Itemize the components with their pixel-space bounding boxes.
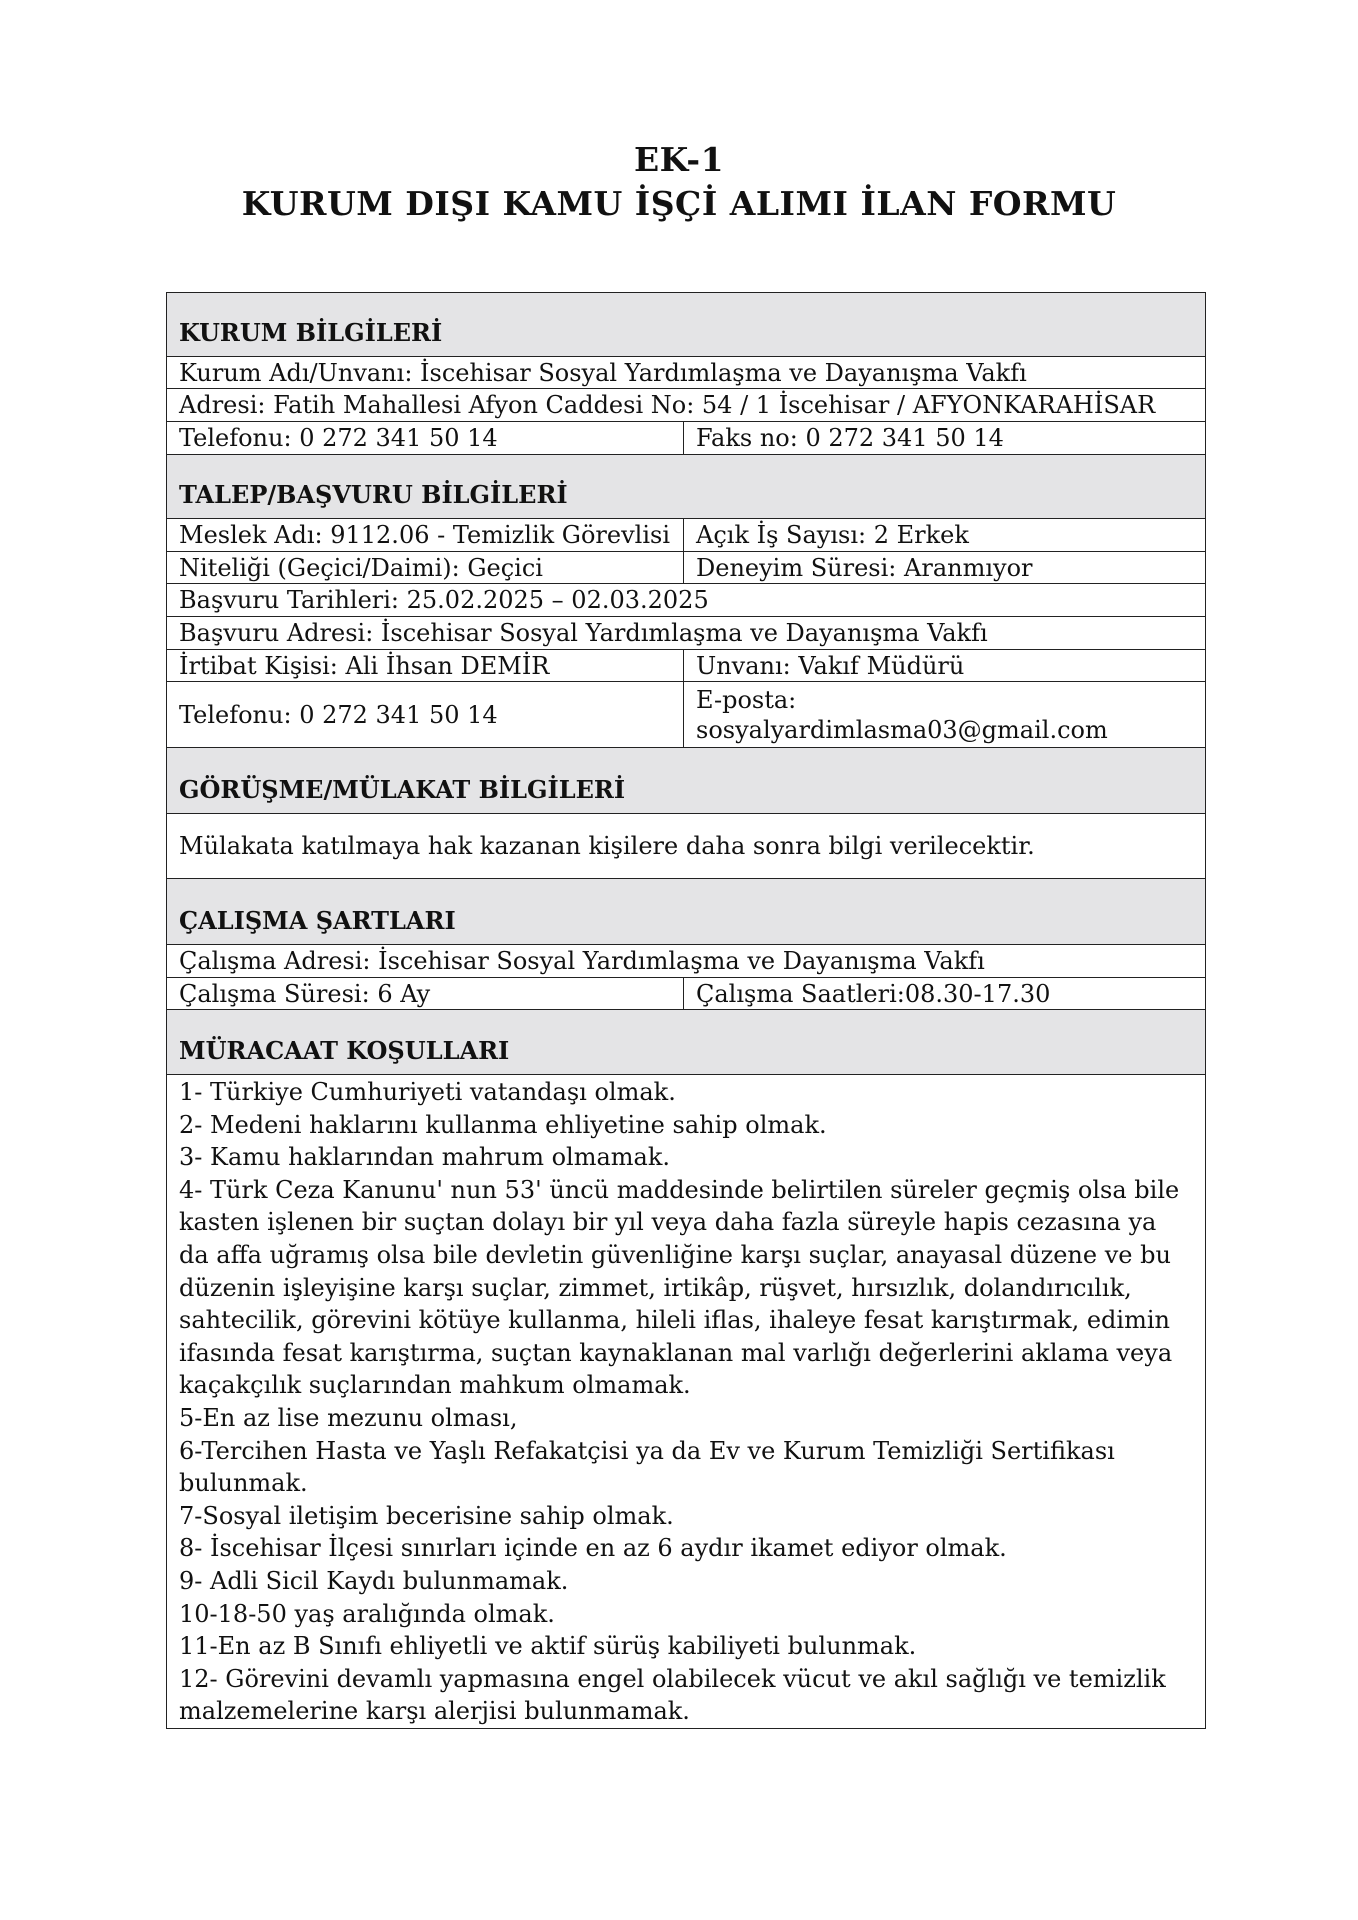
- contact-email-cell: [684, 682, 1206, 748]
- requirement-item: 10-18-50 yaş aralığında olmak.: [179, 1599, 555, 1628]
- section-institution: KURUM BİLGİLERİ: [167, 293, 1206, 357]
- announcement-form: [166, 292, 1206, 1729]
- open-positions: Açık İş Sayısı: 2 Erkek: [684, 519, 1206, 552]
- requirement-item: 12- Görevini devamlı yapmasına engel olabilecek vücut ve akıl sağlığı ve temizlik malzemelerine karşı alerjisi bulunmamak.: [179, 1664, 1166, 1726]
- contact-phone: Telefonu: 0 272 341 50 14: [167, 682, 684, 748]
- occupation-name: Meslek Adı: 9112.06 - Temizlik Görevlisi: [167, 519, 684, 552]
- section-working-conditions: ÇALIŞMA ŞARTLARI: [167, 879, 1206, 945]
- section-interview: GÖRÜŞME/MÜLAKAT BİLGİLERİ: [167, 748, 1206, 814]
- requirement-item: 11-En az B Sınıfı ehliyetli ve aktif sürüş kabiliyeti bulunmak.: [179, 1632, 917, 1661]
- interview-info: Mülakata katılmaya hak kazanan kişilere daha sonra bilgi verilecektir.: [167, 814, 1206, 879]
- institution-phone: Telefonu: 0 272 341 50 14: [167, 422, 684, 455]
- institution-fax: Faks no: 0 272 341 50 14: [684, 422, 1206, 455]
- document-title: KURUM DIŞI KAMU İŞÇİ ALIMI İLAN FORMU: [241, 184, 1117, 223]
- requirement-item: 3- Kamu haklarından mahrum olmamak.: [179, 1143, 671, 1172]
- institution-address: Adresi: Fatih Mahallesi Afyon Caddesi No: 54 / 1 İscehisar / AFYONKARAHİSAR: [167, 389, 1206, 422]
- work-duration: Çalışma Süresi: 6 Ay: [167, 978, 684, 1010]
- section-requirements: MÜRACAAT KOŞULLARI: [167, 1010, 1206, 1075]
- institution-name: Kurum Adı/Unvanı: İscehisar Sosyal Yardımlaşma ve Dayanışma Vakfı: [167, 357, 1206, 389]
- requirement-item: 9- Adli Sicil Kaydı bulunmamak.: [179, 1566, 569, 1595]
- requirement-item: 8- İscehisar İlçesi sınırları içinde en az 6 aydır ikamet ediyor olmak.: [179, 1534, 1007, 1563]
- email-label: E-posta:: [696, 685, 797, 714]
- requirement-item: 7-Sosyal iletişim becerisine sahip olmak.: [179, 1501, 674, 1530]
- work-hours: Çalışma Saatleri:08.30-17.30: [684, 978, 1206, 1010]
- requirement-item: 2- Medeni haklarını kullanma ehliyetine sahip olmak.: [179, 1110, 827, 1139]
- requirement-item: 1- Türkiye Cumhuriyeti vatandaşı olmak.: [179, 1078, 676, 1106]
- experience-period: Deneyim Süresi: Aranmıyor: [684, 552, 1206, 584]
- section-application: TALEP/BAŞVURU BİLGİLERİ: [167, 455, 1206, 519]
- work-address: Çalışma Adresi: İscehisar Sosyal Yardımlaşma ve Dayanışma Vakfı: [167, 945, 1206, 978]
- application-dates: Başvuru Tarihleri: 25.02.2025 – 02.03.2025: [167, 584, 1206, 617]
- email-address: sosyalyardimlasma03@gmail.com: [696, 715, 1108, 744]
- requirements-list: [167, 1075, 1206, 1729]
- application-address: Başvuru Adresi: İscehisar Sosyal Yardımlaşma ve Dayanışma Vakfı: [167, 617, 1206, 650]
- requirement-item: 5-En az lise mezunu olması,: [179, 1403, 518, 1432]
- requirement-item: 4- Türk Ceza Kanunu' nun 53' üncü maddesinde belirtilen süreler geçmiş olsa bile kasten işlenen bir suçtan dolayı bir yıl veya daha fazla süreyle hapis cezasına ya da affa uğramış olsa bile devletin güvenliğine karşı suçlar, anayasal düzene ve bu düzenin işleyişine karşı suçlar, zimmet, irtikâp, rüşvet, hırsızlık, dolandırıcılık, sahtecilik, görevini kötüye kullanma, hileli iflas, ihaleye fesat karıştırmak, edimin ifasında fesat karıştırma, suçtan kaynaklanan mal varlığı değerlerini aklama veya kaçakçılık suçlarından mahkum olmamak.: [179, 1175, 1180, 1400]
- requirement-item: 6-Tercihen Hasta ve Yaşlı Refakatçisi ya da Ev ve Kurum Temizliği Sertifikası bulunmak.: [179, 1436, 1115, 1498]
- contact-title: Unvanı: Vakıf Müdürü: [684, 650, 1206, 682]
- contact-person: İrtibat Kişisi: Ali İhsan DEMİR: [167, 650, 684, 682]
- employment-nature: Niteliği (Geçici/Daimi): Geçici: [167, 552, 684, 584]
- annex-label: EK-1: [633, 140, 725, 179]
